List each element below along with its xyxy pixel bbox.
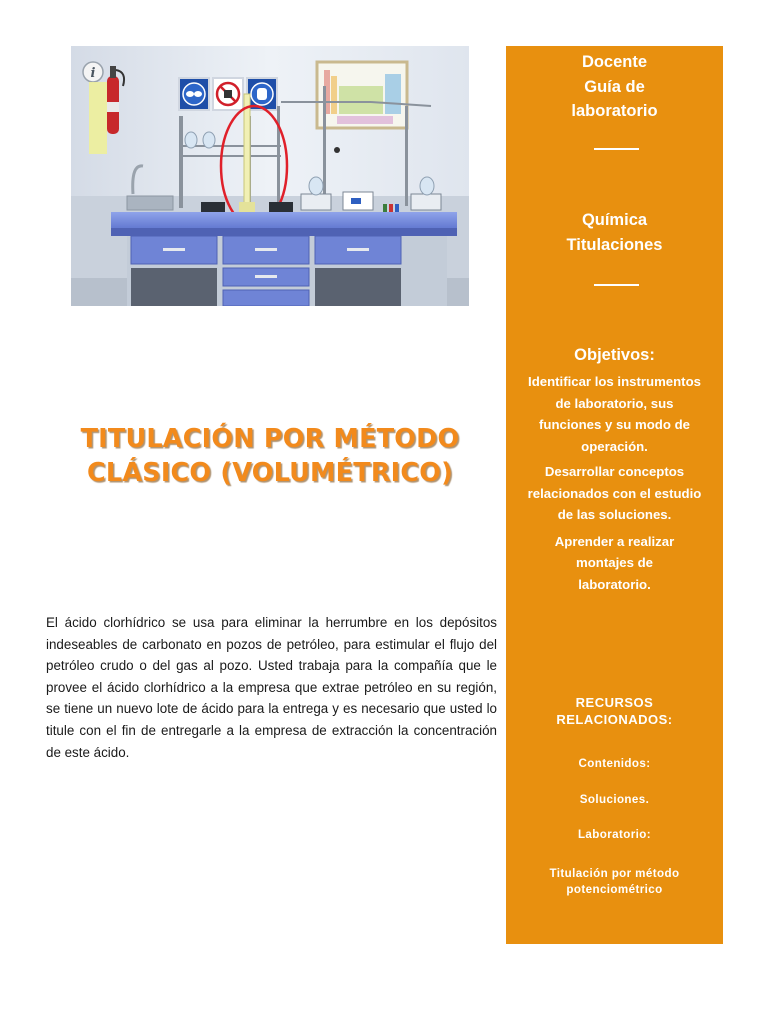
intro-paragraph: El ácido clorhídrico se usa para eliminar la herrumbre en los depósitos indeseables de carbonato en pozos de petróleo, para estimular el flujo del petróleo crudo o del gas al pozo. Usted trabaja para la compañía que le provee el ácido clorhídrico a la empresa que extrae petróleo en su región, se tiene un nuevo lote de ácido para la entrega y es necesario que usted lo titule con el fin de entregarle a la empresa de extracción la concentración de este ácido. (46, 615, 497, 760)
safety-goggles-sign-icon (179, 78, 209, 110)
title-line-1: TITULACIÓN POR MÉTODO (80, 424, 460, 454)
title-line-2: CLÁSICO (VOLUMÉTRICO) (86, 458, 454, 488)
lab-illustration (71, 46, 469, 306)
subject-line: Química (581, 211, 648, 229)
objectives-title: Objetivos: (574, 346, 655, 364)
divider (594, 148, 639, 150)
audience-line: laboratorio (571, 102, 658, 120)
resources-title-line: RECURSOS (575, 695, 654, 710)
no-food-sign-icon (213, 78, 243, 110)
audience-heading (506, 50, 723, 124)
objective-item: Identificar los instrumentos de laboratorio, sus funciones y su modo de operación. (528, 374, 701, 454)
objectives-list (506, 371, 723, 595)
svg-text:i: i (90, 66, 96, 81)
page-title (50, 422, 490, 490)
subject-heading (506, 208, 723, 257)
objective-item: Desarrollar conceptos relacionados con el estudio de las soluciones. (527, 464, 702, 522)
audience-line: Docente (581, 53, 648, 71)
info-icon[interactable] (83, 62, 103, 82)
resource-item[interactable]: Titulación por método potenciométrico (549, 867, 680, 896)
audience-line: Guía de (584, 77, 645, 96)
subject-line: Titulaciones (566, 235, 663, 254)
resource-item[interactable]: Contenidos: (578, 757, 651, 770)
periodic-table-poster-icon (317, 62, 407, 128)
resource-item[interactable]: Soluciones. (579, 793, 650, 806)
objective-item: Aprender a realizar montajes de laboratorio. (554, 533, 675, 592)
divider (594, 284, 639, 286)
resources-title-line: RELACIONADOS: (556, 712, 673, 727)
resources-title (506, 694, 723, 728)
resource-item[interactable]: Laboratorio: (577, 828, 652, 841)
sidebar-panel (506, 46, 723, 944)
